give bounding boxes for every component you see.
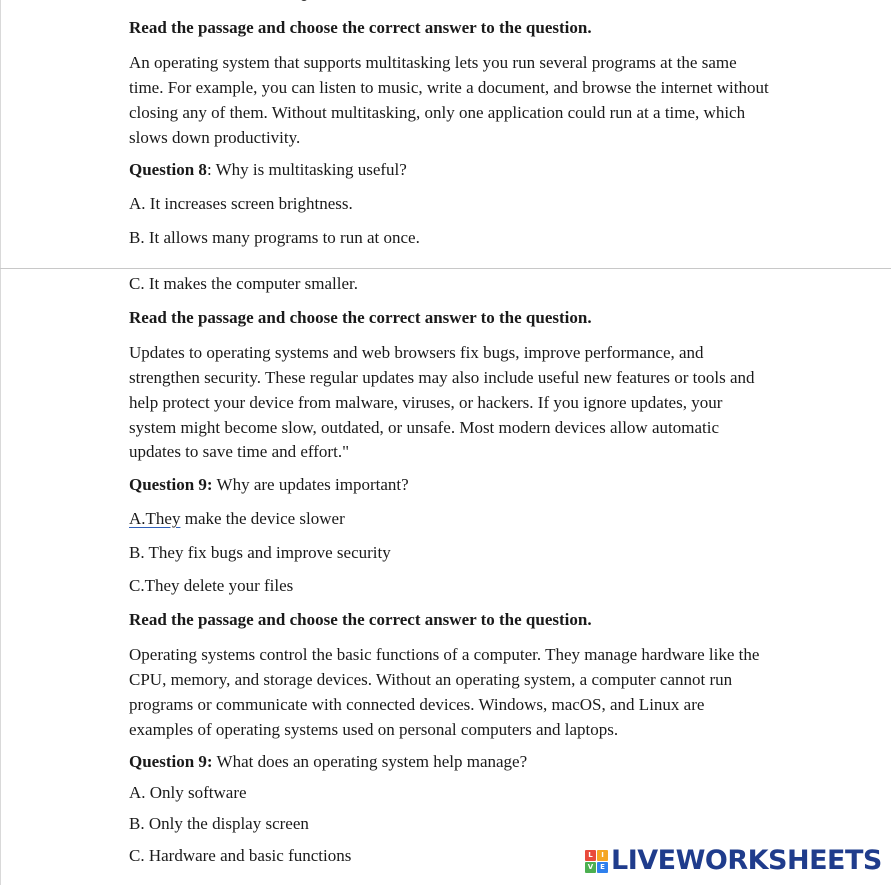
option-9b-a[interactable]: A. Only software	[129, 783, 247, 802]
page-left-edge	[0, 0, 1, 885]
passage-line: help protect your device from malware, viruses, or hackers. If you ignore updates, your	[129, 393, 723, 412]
question-text: What does an operating system help manage?	[212, 752, 528, 771]
passage-line: Operating systems control the basic functions of a computer. They manage hardware like the	[129, 645, 760, 664]
liveworksheets-logo[interactable]	[585, 845, 882, 877]
passage-line: An operating system that supports multitasking lets you run several programs at the same	[129, 53, 737, 72]
logo-wordmark: LIVEWORKSHEETS	[611, 845, 882, 876]
question-text: : Why is multitasking useful?	[206, 160, 407, 179]
logo-letter-e: E	[597, 862, 608, 873]
question-text: Why are updates important?	[212, 475, 409, 494]
option-9b-b[interactable]: B. Only the display screen	[129, 814, 309, 833]
instruction-heading-2: Read the passage and choose the correct answer to the question.	[129, 308, 592, 327]
passage-line: closing any of them. Without multitasking, only one application could run at a time, which	[129, 103, 746, 122]
question-label: Question 9:	[129, 752, 213, 771]
passage-line: Updates to operating systems and web browsers fix bugs, improve performance, and	[129, 343, 704, 362]
clipped-text-fragment	[300, 0, 330, 3]
passage-line: strengthen security. These regular updates may also include useful new features or tools and	[129, 368, 755, 387]
logo-letter-i: I	[597, 850, 608, 861]
option-8a[interactable]: A. It increases screen brightness.	[129, 194, 353, 213]
option-9b[interactable]: B. They fix bugs and improve security	[129, 543, 391, 562]
spellcheck-underlined-word: A.They	[129, 509, 181, 528]
liveworksheets-logo-mark-icon	[585, 850, 608, 873]
logo-letter-l: L	[585, 850, 596, 861]
passage-line: updates to save time and effort."	[129, 442, 350, 461]
option-8c[interactable]: C. It makes the computer smaller.	[129, 274, 358, 293]
question-9a	[129, 475, 409, 495]
question-label: Question 8	[129, 160, 207, 179]
passage-line: system might become slow, outdated, or unsafe. Most modern devices allow automatic	[129, 418, 719, 437]
passage-line: CPU, memory, and storage devices. Without an operating system, a computer cannot run	[129, 670, 733, 689]
question-8	[129, 160, 407, 180]
passage-line: time. For example, you can listen to music, write a document, and browse the internet without	[129, 78, 769, 97]
logo-letter-v: V	[585, 862, 596, 873]
instruction-heading-1: Read the passage and choose the correct answer to the question.	[129, 18, 592, 37]
option-9b-c[interactable]: C. Hardware and basic functions	[129, 846, 352, 865]
option-8b[interactable]: B. It allows many programs to run at once.	[129, 228, 420, 247]
question-9b	[129, 752, 527, 772]
page-break-divider	[0, 268, 891, 269]
question-label: Question 9:	[129, 475, 213, 494]
option-9a[interactable]: A.They make the device slower	[129, 509, 345, 528]
passage-line: slows down productivity.	[129, 128, 301, 147]
option-9c[interactable]: C.They delete your files	[129, 576, 294, 595]
passage-line: examples of operating systems used on personal computers and laptops.	[129, 720, 619, 739]
passage-line: programs or communicate with connected devices. Windows, macOS, and Linux are	[129, 695, 705, 714]
instruction-heading-3: Read the passage and choose the correct answer to the question.	[129, 610, 592, 629]
